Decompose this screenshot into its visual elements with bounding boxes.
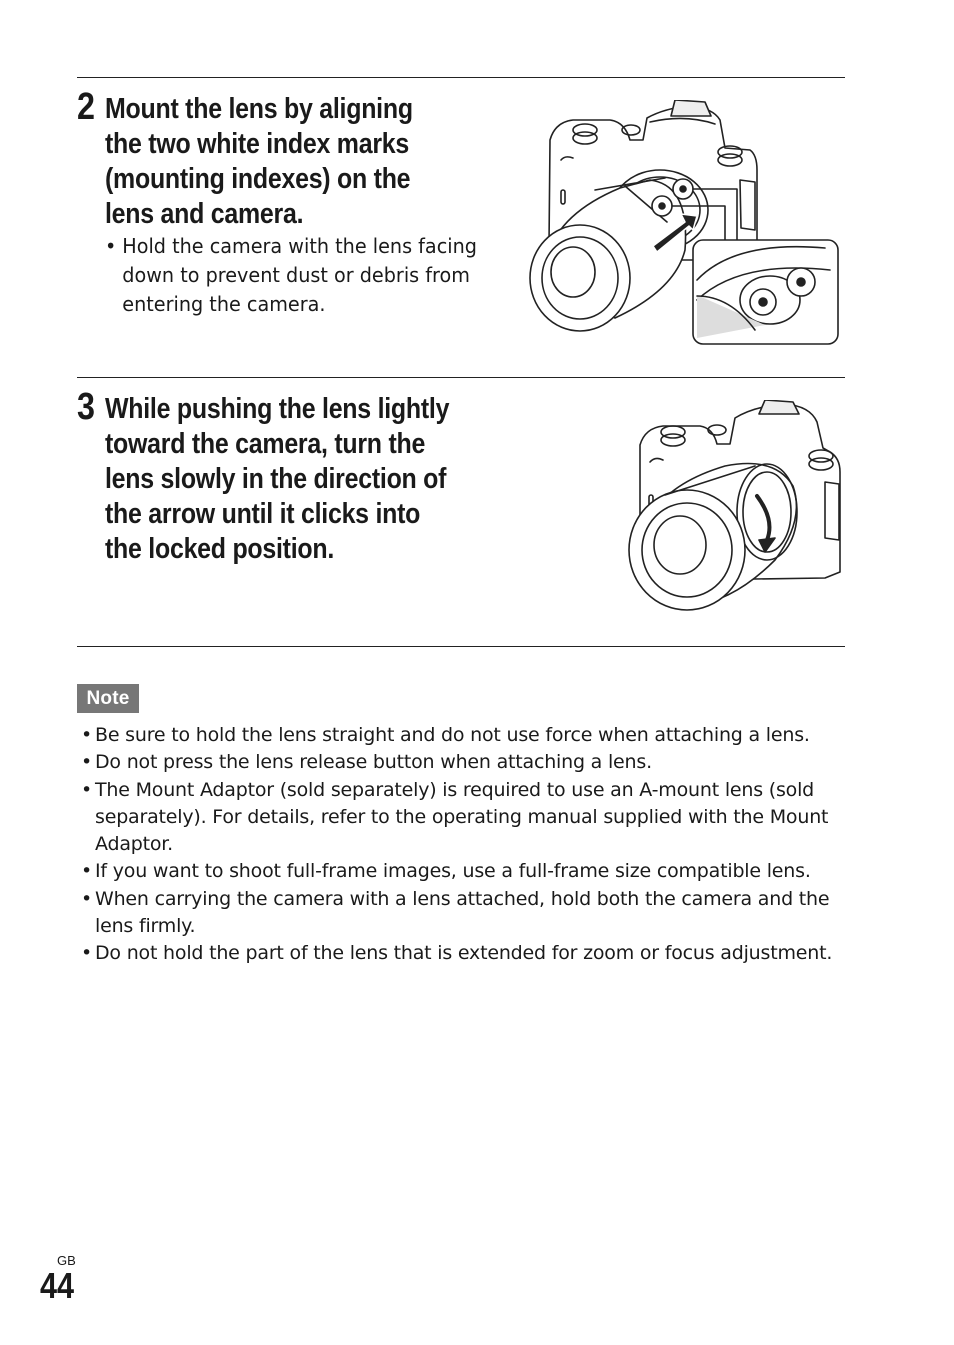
step-3-title-line: lens slowly in the direction of <box>105 463 447 495</box>
middle-rule <box>77 377 845 378</box>
region-code: GB <box>57 1253 76 1268</box>
note-item: • Do not press the lens release button when attaching a lens. <box>80 749 855 776</box>
step-2-title-line: the two white index marks <box>105 128 409 160</box>
note-item: • The Mount Adaptor (sold separately) is required to use an A-mount lens (sold separately). For details, refer to the operating manual supplied with the Mount Adaptor. <box>80 777 855 859</box>
step-2-bullets <box>105 232 503 319</box>
step-3-title <box>105 392 475 567</box>
note-list <box>80 722 855 968</box>
note-item: • Do not hold the part of the lens that is extended for zoom or focus adjustment. <box>80 940 855 967</box>
page-number: 44 <box>40 1265 75 1306</box>
note-item: • If you want to shoot full-frame images, use a full-frame size compatible lens. <box>80 858 855 885</box>
step-2-title-line: (mounting indexes) on the <box>105 163 411 195</box>
note-item: • When carrying the camera with a lens attached, hold both the camera and the lens firmly. <box>80 886 855 941</box>
step-2-title-line: lens and camera. <box>105 198 304 230</box>
step-2-title-line: Mount the lens by aligning <box>105 93 413 125</box>
step-3-title-line: toward the camera, turn the <box>105 428 426 460</box>
note-item: • Be sure to hold the lens straight and do not use force when attaching a lens. <box>80 722 855 749</box>
lens-rotation-illustration <box>625 400 845 615</box>
step-3-title-line: the locked position. <box>105 533 335 565</box>
lens-mounting-illustration <box>525 100 845 350</box>
note-badge: Note <box>77 684 139 713</box>
step-3-number: 3 <box>77 386 95 428</box>
step-3-title-line: the arrow until it clicks into <box>105 498 421 530</box>
step-2-number: 2 <box>77 86 95 128</box>
bottom-rule <box>77 646 845 647</box>
step-2-bullet: • Hold the camera with the lens facing down to prevent dust or debris from entering the camera. <box>105 232 487 319</box>
step-2-title <box>105 92 475 232</box>
top-rule <box>77 77 845 78</box>
step-3-title-line: While pushing the lens lightly <box>105 393 450 425</box>
